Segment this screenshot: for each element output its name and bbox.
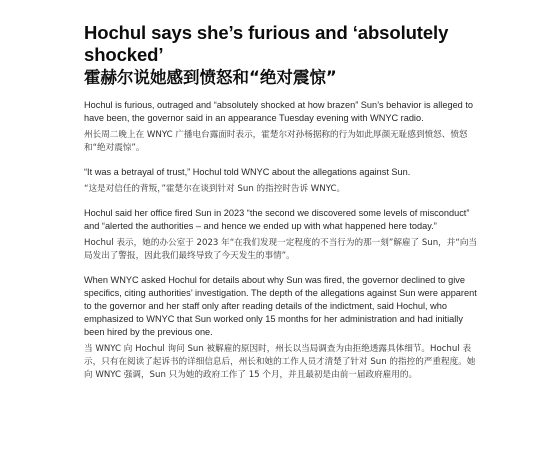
headline-english: Hochul says she’s furious and ‘absolutely shocked’	[84, 22, 449, 65]
spacer	[84, 89, 480, 99]
headline-chinese: 霍赫尔说她感到愤怒和“绝对震惊”	[84, 68, 337, 87]
paragraph-3-english: Hochul said her office fired Sun in 2023 “the second we discovered some levels of misconduct” and “alerted the authorities – and hence we ended up with what happened here today.”	[84, 208, 470, 231]
paragraph-1-english: Hochul is furious, outraged and “absolutely shocked at how brazen” Sun’s behavior is alleged to have been, the governor said in an appearance Tuesday evening with WNYC radio.	[84, 100, 474, 123]
paragraph-3-chinese: Hochul 表示，她的办公室于 2023 年“在我们发现一定程度的不当行为的那一刻”解雇了 Sun，并“向当局发出了警报，因此我们最终导致了今天发生的事情”。	[84, 238, 478, 261]
paragraph-1-chinese: 州长周二晚上在 WNYC 广播电台露面时表示，霍楚尔对孙杨据称的行为如此厚颜无耻感到愤怒、愤怒和“绝对震惊”。	[84, 130, 468, 153]
spacer	[84, 263, 480, 274]
paragraph-2-chinese: “这是对信任的背叛，”霍楚尔在谈到针对 Sun 的指控时告诉 WNYC。	[84, 184, 346, 194]
paragraph-2-english: “It was a betrayal of trust,” Hochul told WNYC about the allegations against Sun.	[84, 167, 411, 177]
paragraph-4-chinese: 当 WNYC 向 Hochul 询问 Sun 被解雇的原因时，州长以当局调查为由拒绝透露具体细节。Hochul 表示，只有在阅读了起诉书的详细信息后，州长和她的工作人员才清楚了针对 Sun 的指控的严重程度。她向 WNYC 强调，Sun 只为她的政府工作了 15 个月，并且最初是由前一届政府雇用的。	[84, 344, 476, 380]
paragraph-4-english: When WNYC asked Hochul for details about why Sun was fired, the governor declined to give specifics, citing authorities’ investigation. The depth of the allegations against Sun were apparent to the governor and her staff only after reading details of the indictment, said Hochul, who emphasized to WNYC that Sun worked only 15 months for her administration and had initially been hired by the previous one.	[84, 275, 477, 337]
spacer	[84, 155, 480, 166]
article	[84, 22, 480, 382]
spacer	[84, 196, 480, 207]
